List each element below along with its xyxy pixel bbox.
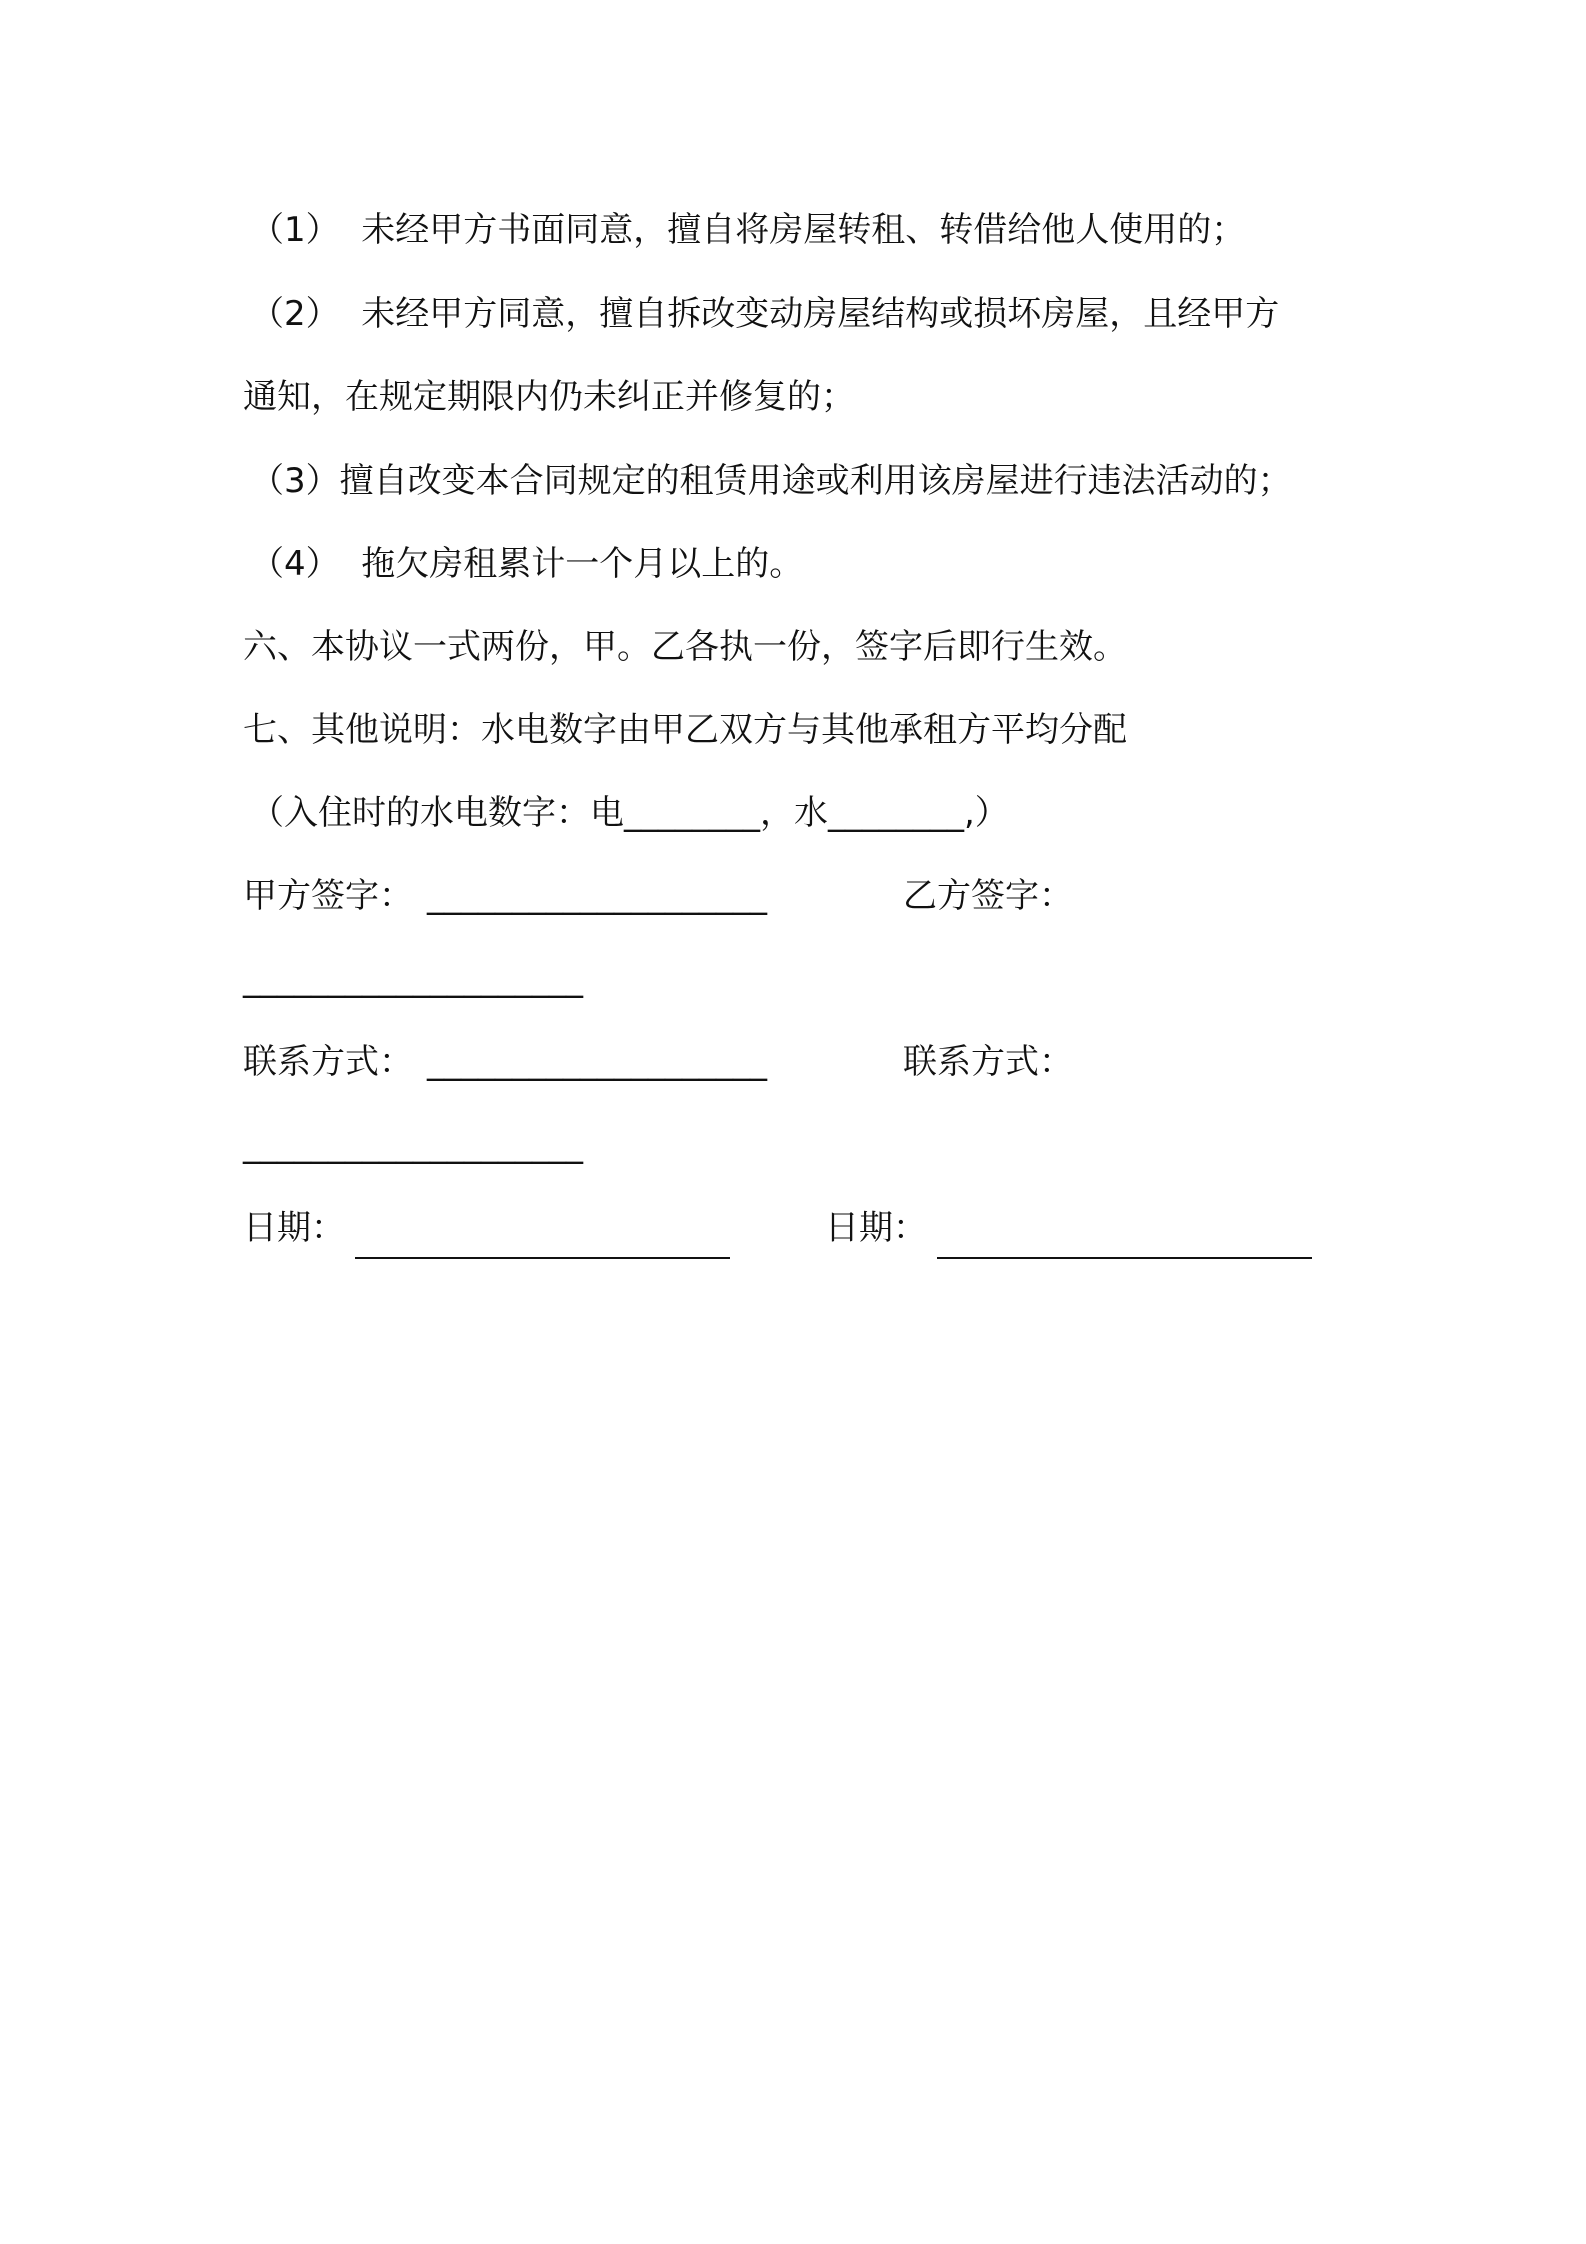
party-b-date-label: 日期： (825, 1208, 927, 1248)
party-a-date-line (355, 1257, 730, 1259)
party-b-sign-label: 乙方签字： (903, 876, 1073, 916)
clause-item-4: （4） 拖欠房租累计一个月以上的。 (250, 544, 804, 584)
clause-item-1: （1） 未经甲方书面同意，擅自将房屋转租、转借给他人使用的； (250, 210, 1246, 250)
party-b-contact-line: ____________________ (243, 1125, 583, 1165)
clause-item-2: （2） 未经甲方同意，擅自拆改变动房屋结构或损坏房屋，且经甲方 (250, 294, 1280, 334)
party-a-contact-line: ____________________ (427, 1042, 767, 1082)
party-b-contact-label: 联系方式： (903, 1042, 1073, 1082)
clause-6: 六、本协议一式两份，甲。乙各执一份，签字后即行生效。 (243, 627, 1127, 667)
clause-7: 七、其他说明：水电数字由甲乙双方与其他承租方平均分配 (243, 710, 1127, 750)
clause-item-2-continuation: 通知，在规定期限内仍未纠正并修复的； (243, 377, 855, 417)
party-a-contact-label: 联系方式： (243, 1042, 413, 1082)
party-a-date-label: 日期： (243, 1208, 345, 1248)
clause-item-3: （3）擅自改变本合同规定的租赁用途或利用该房屋进行违法活动的； (250, 461, 1292, 501)
party-b-sign-line: ____________________ (243, 959, 583, 999)
party-a-sign-line: ____________________ (427, 876, 767, 916)
meter-note: （入住时的水电数字：电________，水________,） (250, 793, 1009, 833)
party-a-sign-label: 甲方签字： (243, 876, 413, 916)
party-b-date-line (937, 1257, 1312, 1259)
